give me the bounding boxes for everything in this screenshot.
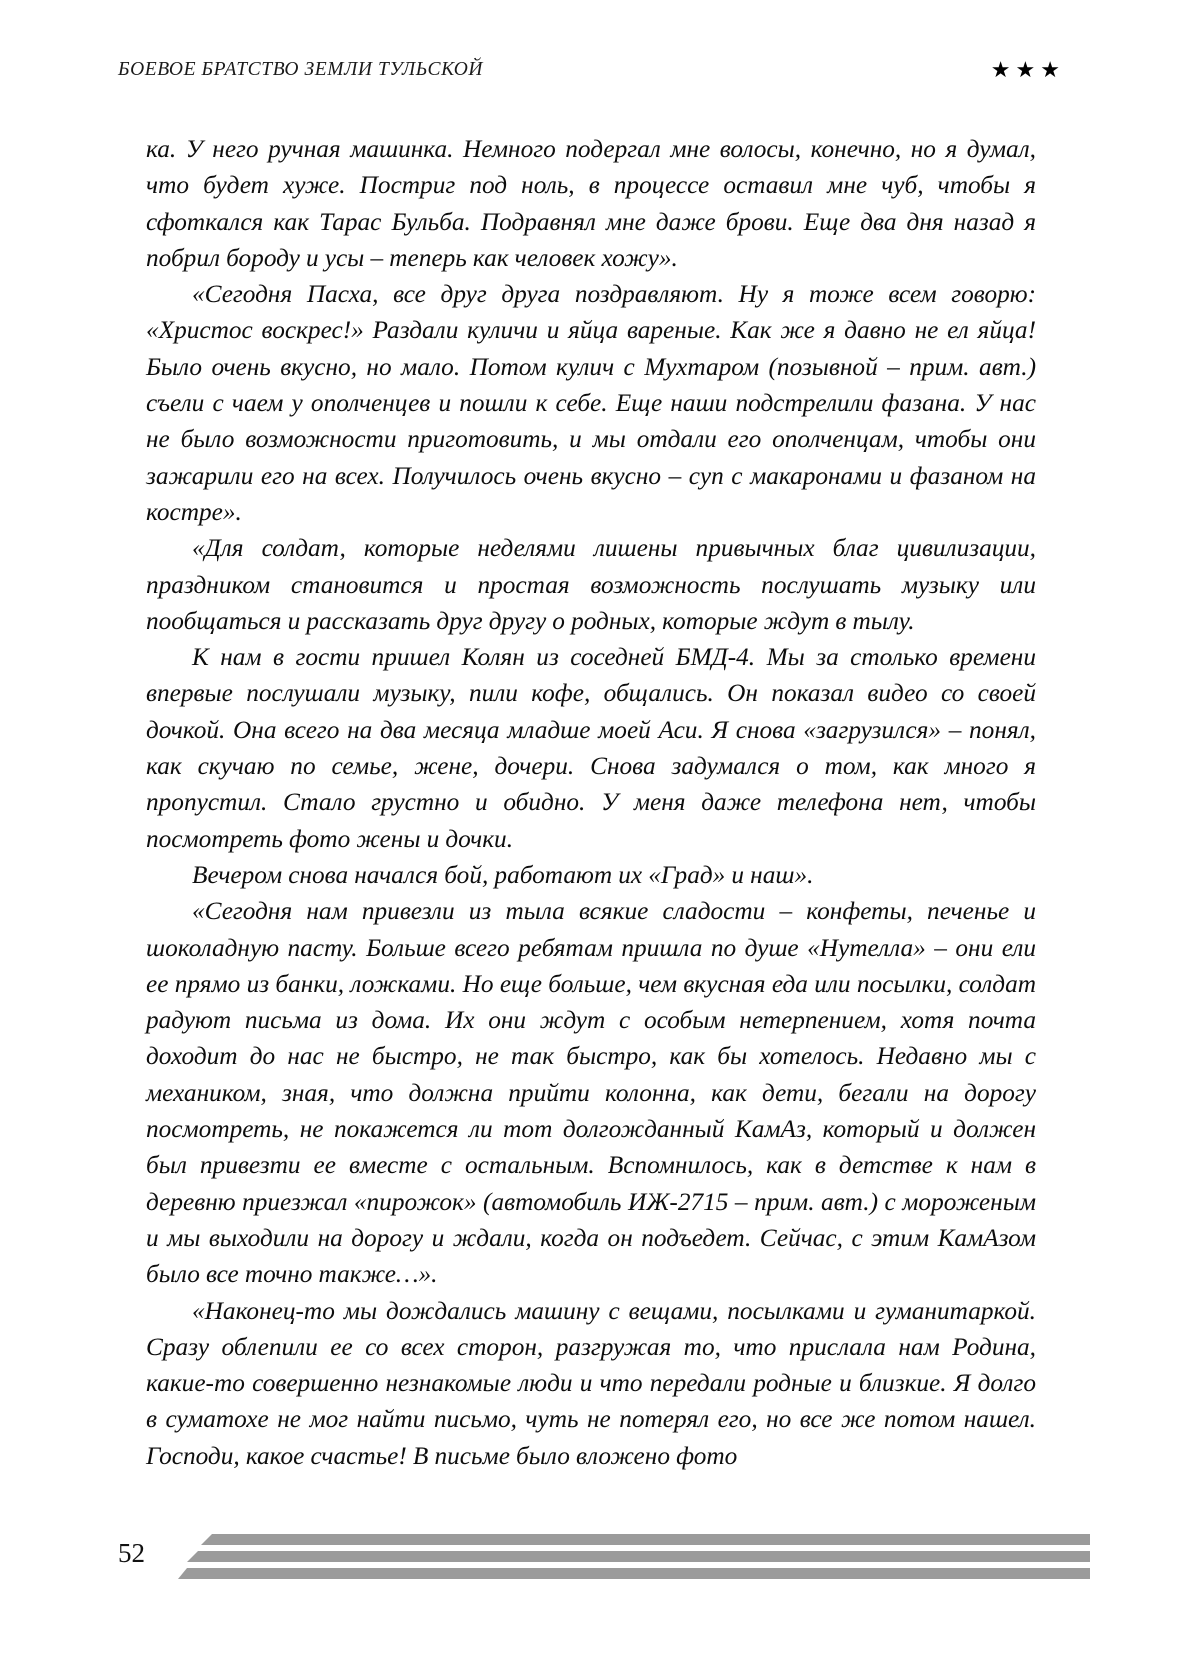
paragraph: ка. У него ручная машинка. Немного подергал мне волосы, конечно, но я думал, что будет хуже. Постриг под ноль, в процессе оставил мне чуб, чтобы я сфоткался как Тарас Бульба. Подравнял мне даже брови. Еще два дня назад я побрил бороду и усы – теперь как человек хожу». [146,135,1036,272]
paragraph: «Наконец-то мы дождались машину с вещами, посылками и гуманитаркой. Сразу облепили ее со всех сторон, разгружая то, что прислала нам Родина, какие-то совершенно незнакомые люди и что передали родные и близкие. Я долго в суматохе не мог найти письмо, чуть не потерял его, но все же потом нашел. Господи, какое счастье! В письме было вложено фото [146,1296,1036,1470]
page-number: 52 [118,1538,145,1568]
paragraph: «Для солдат, которые неделями лишены привычных благ цивилизации, праздником становится и простая возможность послушать музыку или пообщаться и рассказать друг другу о родных, которые ждут в тылу. [146,534,1036,635]
footer-rule-bar [178,1551,1090,1562]
page-footer [0,1528,1178,1608]
footer-rule-bar [178,1534,1090,1545]
running-header [118,55,1060,85]
header-star-group [991,59,1060,81]
footer-rule-ornament [178,1534,1090,1588]
star-icon: ★ [990,57,1011,82]
running-header-title: БОЕВОЕ БРАТСТВО ЗЕМЛИ ТУЛЬСКОЙ [118,59,484,80]
star-icon: ★ [1040,57,1060,82]
paragraph: К нам в гости пришел Колян из соседней БМД-4. Мы за столько времени впервые послушали музыку, пили кофе, общались. Он показал видео со своей дочкой. Она всего на два месяца младше моей Аси. Я снова «загрузился» – понял, как скучаю по семье, жене, дочери. Снова задумался о том, как много я пропустил. Стало грустно и обидно. У меня даже телефона нет, чтобы посмотреть фото жены и дочки. [146,643,1036,853]
paragraph: Вечером снова начался бой, работают их «Град» и наш». [192,860,814,889]
star-icon: ★ [1015,57,1036,82]
footer-rule-bar [178,1568,1090,1579]
body-text-column [146,131,1036,1474]
paragraph: «Сегодня Пасха, все друг друга поздравляют. Ну я тоже всем говорю: «Христос воскрес!» Раздали куличи и яйца вареные. Как же я давно не ел яйца! Было очень вкусно, но мало. Потом кулич с Мухтаром (позывной – прим. авт.) съели с чаем у ополченцев и пошли к себе. Еще наши подстрелили фазана. У нас не было возможности приготовить, и мы отдали его ополченцам, чтобы они зажарили его на всех. Получилось очень вкусно – суп с макаронами и фазаном на костре». [146,280,1036,526]
paragraph: «Сегодня нам привезли из тыла всякие сладости – конфеты, печенье и шоколадную пасту. Больше всего ребятам пришла по душе «Нутелла» – они ели ее прямо из банки, ложками. Но еще больше, чем вкусная еда или посылки, солдат радуют письма из дома. Их они ждут с особым нетерпением, хотя почта доходит до нас не быстро, не так быстро, как бы хотелось. Недавно мы с механиком, зная, что должна прийти колонна, как дети, бегали на дорогу посмотреть, не покажется ли тот долгожданный КамАз, который и должен был привезти ее вместе с остальным. Вспомнилось, как в детстве к нам в деревню приезжал «пирожок» (автомобиль ИЖ-2715 – прим. авт.) с мороженым и мы выходили на дорогу и ждали, когда он подъедет. Сейчас, с этим КамАзом было все точно также…». [146,897,1036,1289]
